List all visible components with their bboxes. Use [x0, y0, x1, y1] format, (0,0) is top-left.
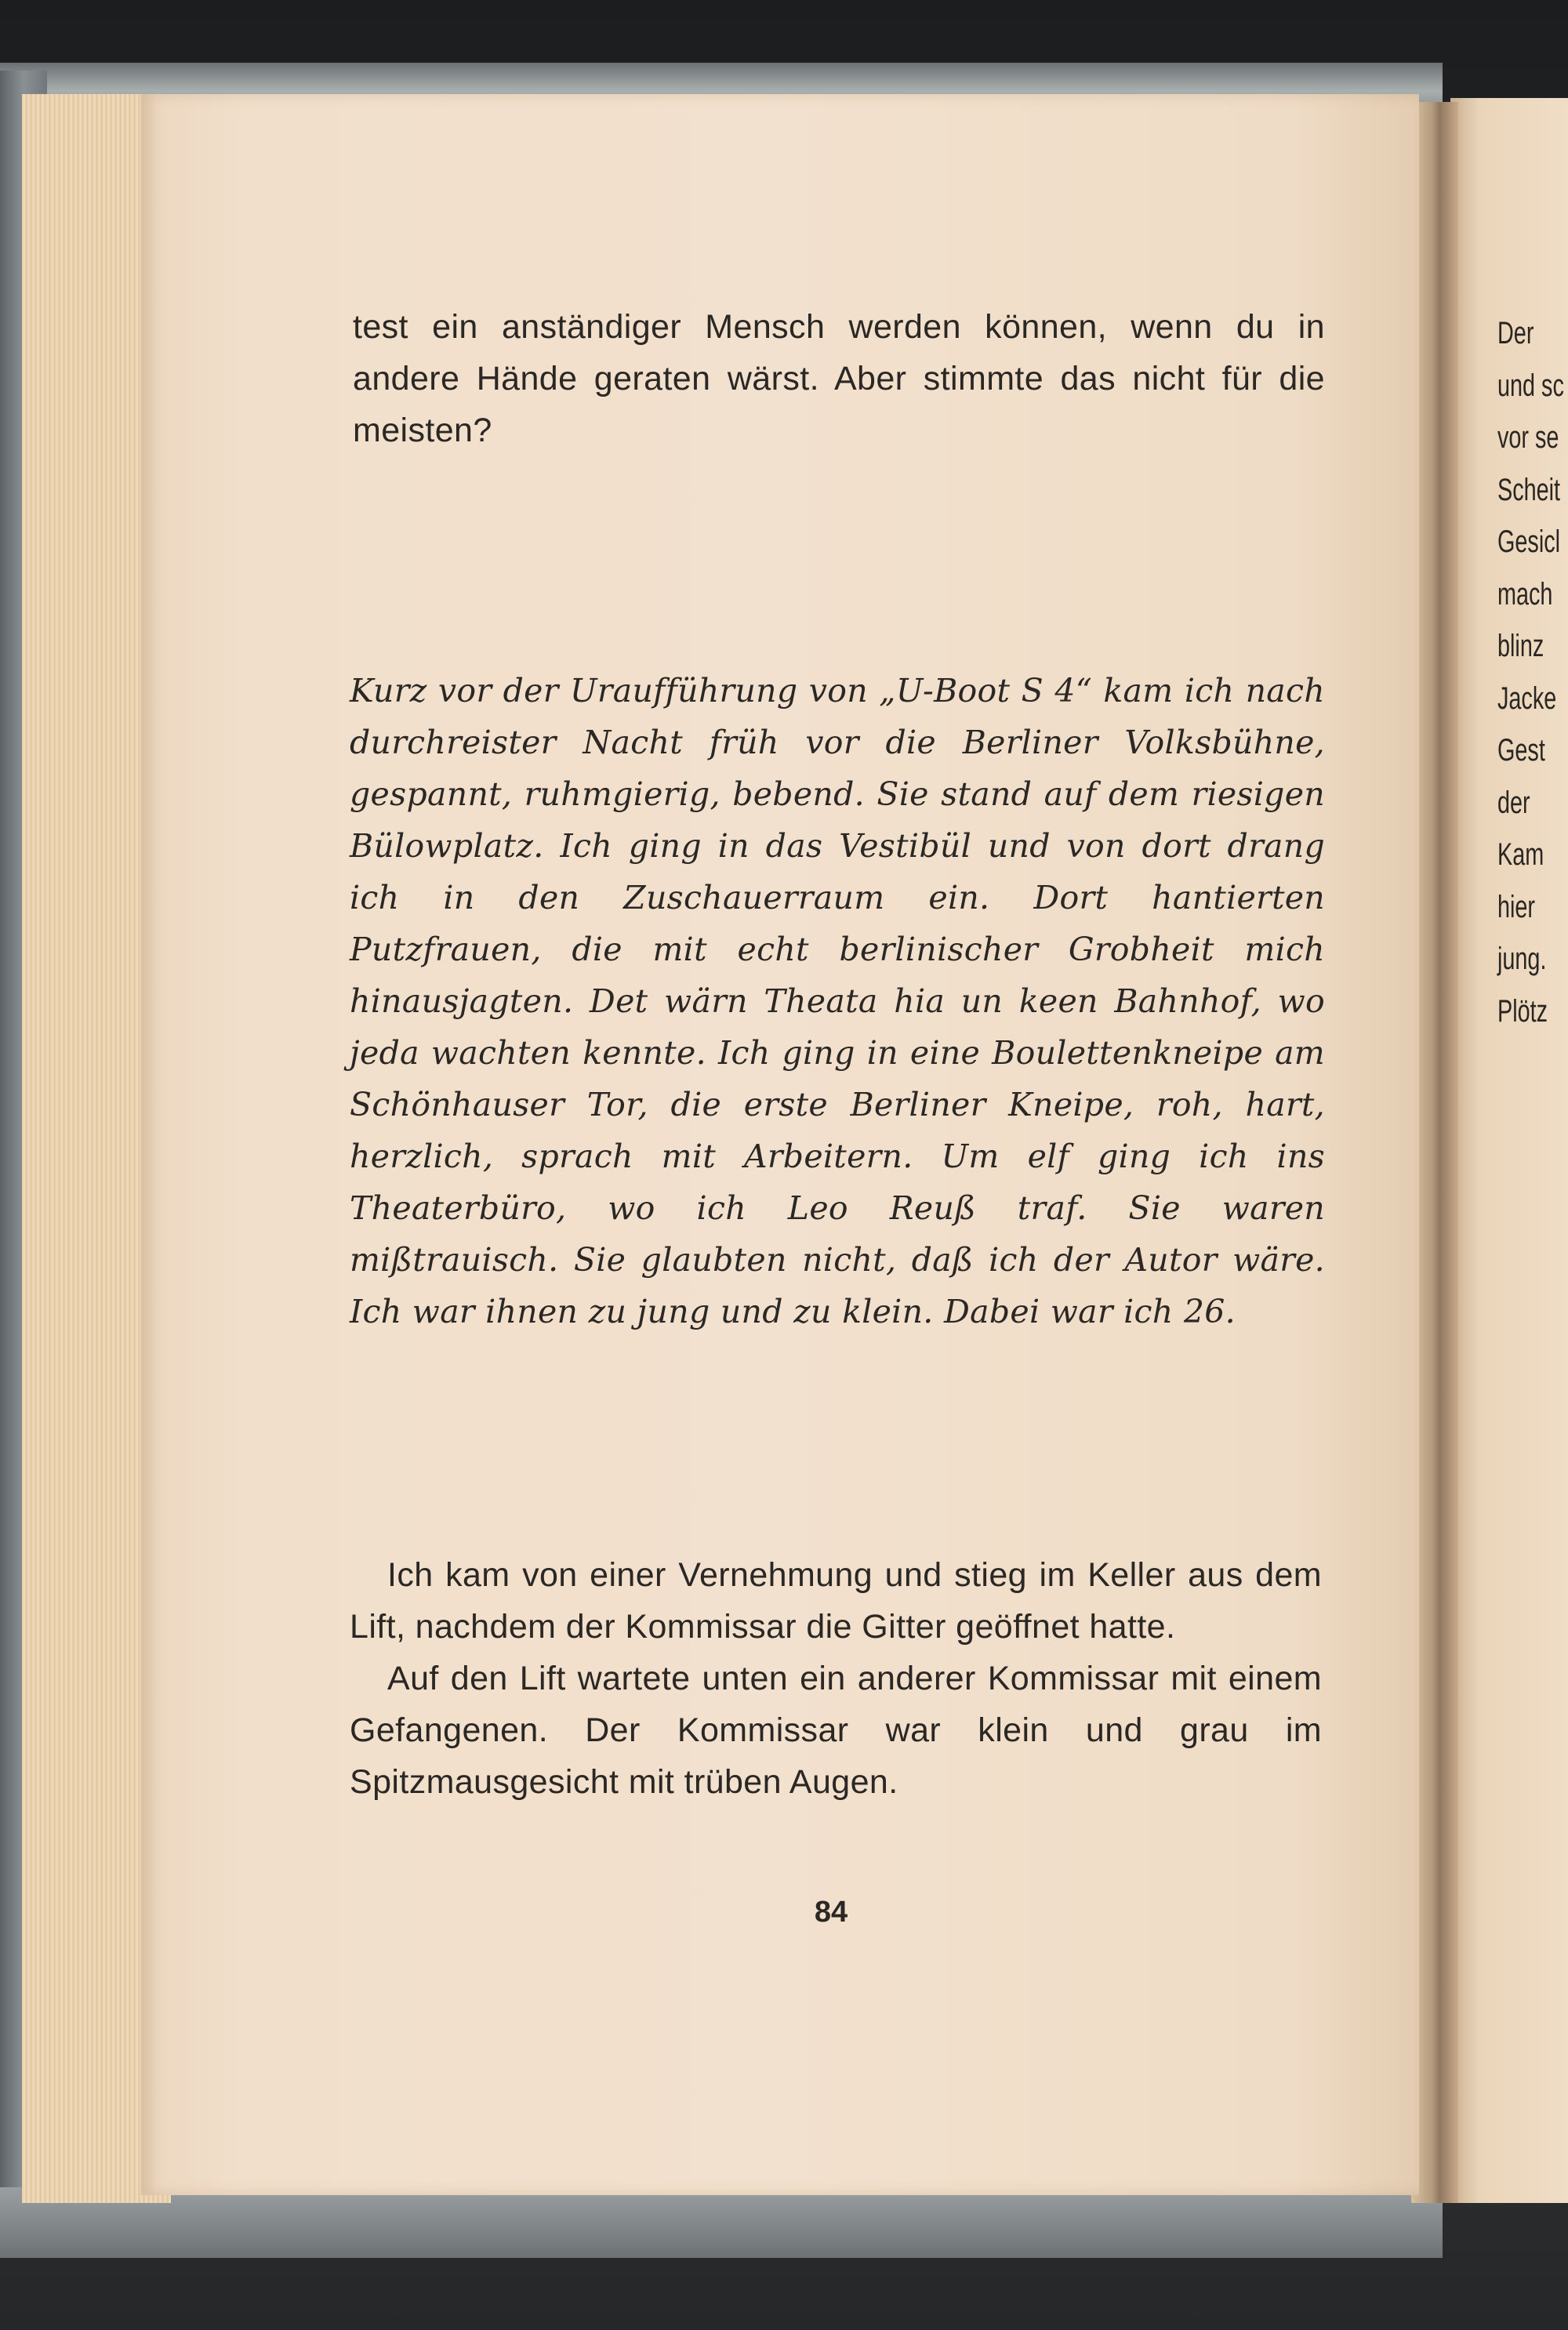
next-page-line: der: [1497, 785, 1530, 820]
next-page-line: Gesicl: [1497, 524, 1561, 559]
next-page-line: hier: [1497, 889, 1536, 924]
next-page-line: Der: [1497, 316, 1534, 350]
next-page-line: vor se: [1497, 420, 1559, 455]
next-page-line: jung.: [1497, 942, 1547, 976]
paragraph-3-text: Ich kam von einer Vernehmung und stieg im Keller aus dem Lift, nachdem der Kommissar die Gitter geöffnet hatte.: [350, 1556, 1322, 1646]
paragraph-1-text: test ein anständiger Mensch werden können, wenn du in andere Hände geraten wärst. Aber stimmte das nicht für die meisten?: [353, 308, 1325, 449]
next-page-text: [1497, 307, 1564, 1037]
next-page-line: Gest: [1497, 733, 1545, 768]
paragraph-3-block: [350, 1549, 1322, 1808]
book-cover-bottom: [0, 2187, 1443, 2258]
next-page-line: Scheit: [1497, 472, 1561, 507]
next-page-line: Jacke: [1497, 680, 1557, 716]
next-page-line: mach: [1497, 576, 1553, 612]
next-page-line: blinz: [1497, 629, 1544, 663]
paragraph-2-text: Kurz vor der Uraufführung von „U-Boot S 4“ kam ich nach durchreister Nacht früh vor die Berliner Volksbühne, gespannt, ruhmgierig, bebend. Sie stand auf dem riesigen Bülowplatz. Ich ging in das Vestibül und von dort drang ich in den Zuschauerraum ein. Dort hantierten Putzfrauen, die mit echt berlinischer Grobheit mich hinausjagten. Det wärn Theata hia un keen Bahnhof, wo jeda wachten kennte. Ich ging in eine Boulettenkneipe am Schönhauser Tor, die erste Berliner Kneipe, roh, hart, herzlich, sprach mit Arbeitern. Um elf ging ich ins Theaterbüro, wo ich Leo Reuß traf. Sie waren mißtrauisch. Sie glaubten nicht, daß ich der Autor wäre. Ich war ihnen zu jung und zu klein. Dabei war ich 26.: [350, 672, 1325, 1330]
paragraph-4-text: Auf den Lift wartete unten ein anderer Kommissar mit einem Gefangenen. Der Kommissar war klein und grau im Spitzmausgesicht mit trüben Augen.: [350, 1660, 1322, 1801]
paragraph-2-italic: [350, 665, 1325, 1337]
page-number: 84: [814, 1896, 848, 1929]
next-page-line: Kam: [1497, 837, 1544, 872]
paragraph-1: [353, 301, 1325, 456]
next-page-line: Plötz: [1497, 993, 1548, 1029]
next-page-line: und sc: [1497, 368, 1564, 403]
